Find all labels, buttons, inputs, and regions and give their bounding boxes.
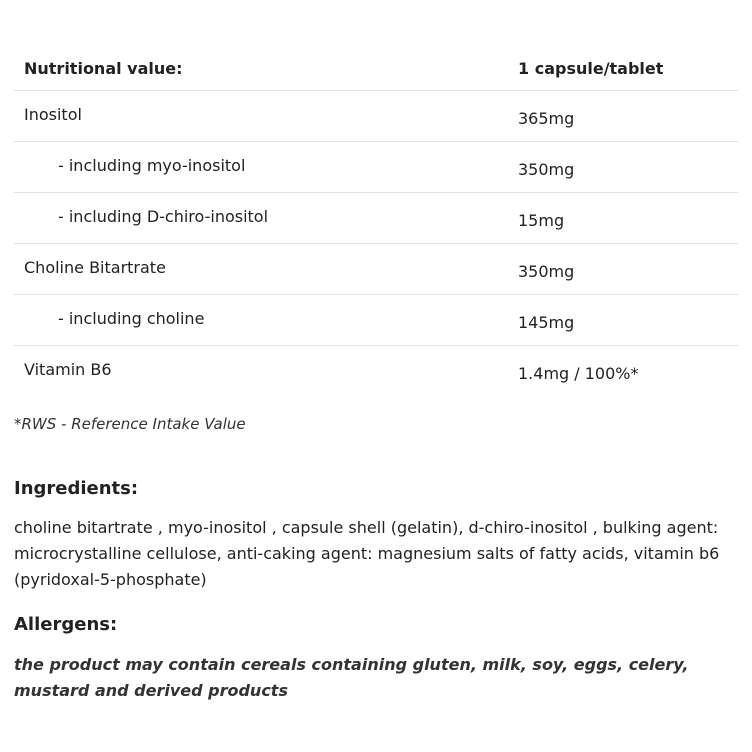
nutrient-name: - including choline	[58, 308, 205, 328]
nutrition-table-header	[14, 46, 738, 91]
table-row	[14, 295, 738, 346]
nutrition-table	[14, 46, 738, 396]
nutrient-value: 350mg	[518, 261, 575, 281]
nutrition-header-name: Nutritional value:	[14, 46, 518, 91]
nutrient-name: Choline Bitartrate	[24, 257, 166, 277]
table-row	[14, 91, 738, 142]
nutrient-name: Inositol	[24, 104, 82, 124]
ingredients-text: choline bitartrate , myo-inositol , capsule shell (gelatin), d-chiro-inositol , bulking agent: microcrystalline cellulose, anti-caking agent: magnesium salts of fatty acids, vitamin b6 (pyridoxal-5-phosphate)	[14, 518, 720, 589]
allergens-heading: Allergens:	[14, 614, 118, 635]
nutrient-name: Vitamin B6	[24, 359, 112, 379]
table-row	[14, 142, 738, 193]
nutrient-value: 1.4mg / 100%*	[518, 363, 639, 383]
table-row	[14, 346, 738, 397]
nutrient-name: - including myo-inositol	[58, 155, 246, 175]
nutrient-value: 350mg	[518, 159, 575, 179]
allergens-text: the product may contain cereals containing gluten, milk, soy, eggs, celery, mustard and derived products	[14, 655, 689, 700]
reference-intake-footnote: *RWS - Reference Intake Value	[14, 415, 246, 433]
nutrient-name: - including D-chiro-inositol	[58, 206, 269, 226]
nutrient-value: 15mg	[518, 210, 565, 230]
nutrition-header-value: 1 capsule/tablet	[518, 46, 738, 91]
table-row	[14, 244, 738, 295]
ingredients-heading: Ingredients:	[14, 478, 139, 499]
nutrient-value: 365mg	[518, 108, 575, 128]
table-row	[14, 193, 738, 244]
nutrient-value: 145mg	[518, 312, 575, 332]
